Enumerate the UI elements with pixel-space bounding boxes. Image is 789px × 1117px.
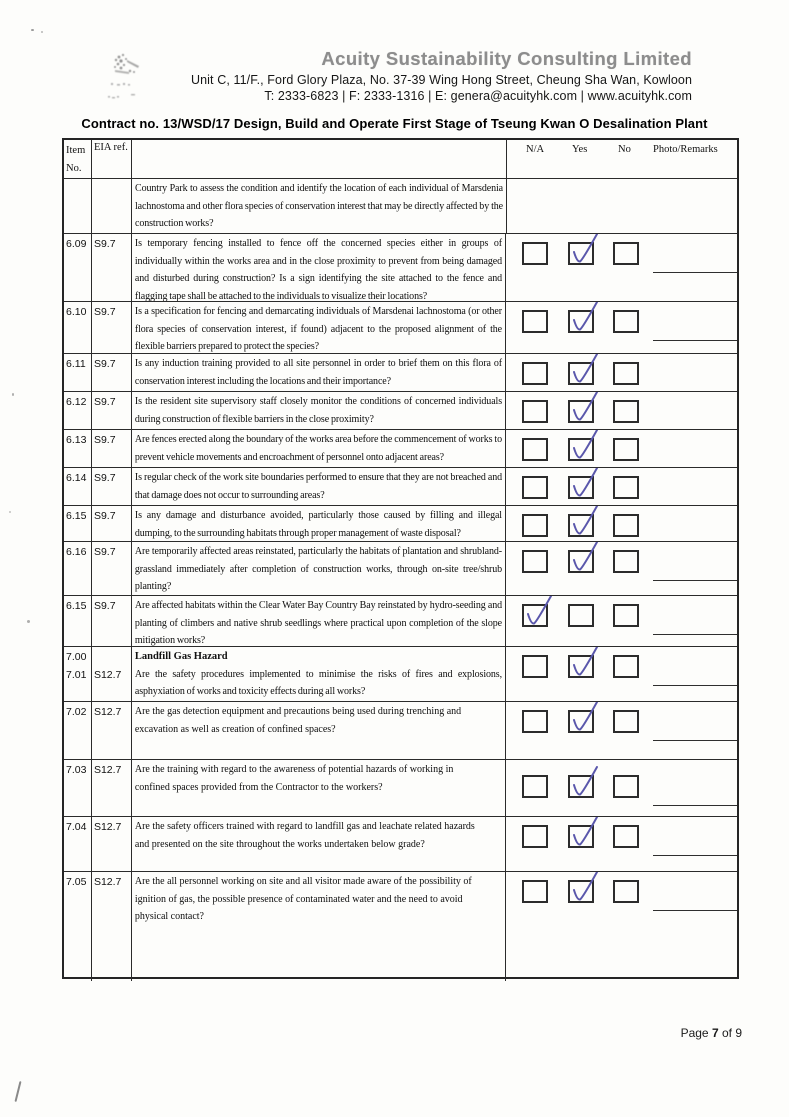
question-cell (132, 542, 506, 595)
question-cell (132, 760, 506, 816)
question-cell (132, 872, 506, 981)
scan-artifact-dot (9, 511, 11, 513)
eia-ref: S9.7 (93, 358, 116, 370)
checklist-table (62, 138, 739, 979)
contract-title: Contract no. 13/WSD/17 Design, Build and Operate First Stage of Tseung Kwan O Desalination Plant (81, 116, 708, 131)
checkbox-group (506, 702, 737, 759)
eia-ref: S9.7 (93, 434, 116, 446)
yes-checkbox[interactable] (568, 514, 594, 537)
page-number: Page 7 of 9 (680, 1026, 742, 1040)
item-no-cell (64, 392, 92, 429)
eia-ref-cell (92, 542, 132, 595)
table-row (64, 468, 737, 506)
remarks-line[interactable] (653, 242, 737, 273)
checkbox-group (506, 234, 737, 301)
eia-ref-cell (92, 234, 132, 301)
table-body (64, 179, 737, 981)
item-no-cell (64, 542, 92, 595)
item-no-cell (64, 760, 92, 816)
checkbox-group (506, 760, 737, 816)
eia-ref-cell (92, 392, 132, 429)
na-checkbox[interactable] (522, 400, 548, 423)
checkbox-group (506, 596, 737, 646)
checkbox-group (506, 392, 737, 429)
remarks-line[interactable] (653, 825, 737, 856)
eia-ref-cell (92, 354, 132, 391)
table-header-row (64, 140, 737, 179)
eia-ref: S12.7 (93, 876, 122, 888)
table-row (64, 506, 737, 542)
item-no: 7.02 (66, 706, 87, 718)
handwritten-tick-icon (521, 596, 554, 631)
remarks-line[interactable] (653, 310, 737, 341)
question-cell (132, 817, 506, 871)
section-heading: Landfill Gas Hazard (134, 651, 228, 662)
question-cell (132, 702, 506, 759)
question-cell (132, 506, 506, 541)
handwritten-tick-icon (567, 764, 600, 802)
eia-ref: S9.7 (93, 510, 116, 522)
handwritten-tick-icon (567, 506, 600, 541)
question-text: Are the safety officers trained with regard to landfill gas and leachate related hazards and presented on the site throughout the works undertaken below grade? (134, 821, 475, 850)
table-row (64, 430, 737, 468)
no-checkbox[interactable] (613, 438, 639, 461)
yes-checkbox[interactable] (568, 400, 594, 423)
handwritten-tick-icon (567, 647, 600, 682)
question-text: Are fences erected along the boundary of the works area before the commencement of works to prevent vehicle movements and encroachment of personnel onto adjacent areas? (134, 434, 502, 463)
table-row (64, 596, 737, 647)
eia-ref: S12.7 (93, 706, 122, 718)
question-text: Are temporarily affected areas reinstated, particularly the habitats of plantation and shrubland-grassland immediately after completion of construction works, through on-site tree/shrub planting? (134, 546, 502, 592)
eia-ref: S9.7 (93, 306, 116, 318)
question-text: Is any induction training provided to all site personnel in order to brief them on this flora of conservation interest including the locations and their importance? (134, 358, 502, 387)
na-checkbox[interactable] (522, 775, 548, 798)
checkbox-group (506, 302, 737, 353)
item-no-cell (64, 302, 92, 353)
handwritten-tick-icon (567, 872, 600, 907)
item-no: 7.03 (66, 764, 87, 776)
question-cell (132, 596, 506, 646)
checkbox-group (506, 872, 737, 981)
yes-checkbox[interactable] (568, 655, 594, 678)
yes-checkbox[interactable] (568, 310, 594, 333)
table-row (64, 542, 737, 596)
na-checkbox[interactable] (522, 310, 548, 333)
no-checkbox[interactable] (613, 825, 639, 848)
eia-ref: S12.7 (93, 821, 122, 833)
checkbox-group (506, 354, 737, 391)
yes-checkbox[interactable] (568, 880, 594, 903)
handwritten-tick-icon (567, 817, 600, 852)
yes-checkbox[interactable] (568, 775, 594, 798)
remarks-line[interactable] (653, 438, 737, 468)
remarks-line[interactable] (653, 710, 737, 741)
eia-ref-cell (92, 760, 132, 816)
na-checkbox[interactable] (522, 604, 548, 627)
scan-artifact-dot (12, 393, 14, 396)
no-checkbox[interactable] (613, 550, 639, 573)
na-checkbox[interactable] (522, 825, 548, 848)
na-checkbox[interactable] (522, 514, 548, 537)
handwritten-tick-icon (567, 702, 600, 737)
eia-ref: S9.7 (93, 546, 116, 558)
eia-ref: S9.7 (93, 600, 116, 612)
remarks-line[interactable] (653, 775, 737, 806)
question-cell (132, 234, 506, 301)
item-no-cell (64, 430, 92, 467)
yes-checkbox[interactable] (568, 604, 594, 627)
checkbox-group (506, 817, 737, 871)
yes-checkbox[interactable] (568, 242, 594, 265)
eia-ref-cell (92, 302, 132, 353)
checkbox-group (507, 179, 737, 233)
handwritten-tick-icon (567, 430, 600, 465)
item-no-cell (64, 596, 92, 646)
table-row (64, 179, 737, 234)
table-row (64, 647, 737, 702)
company-address: Unit C, 11/F., Ford Glory Plaza, No. 37-39 Wing Hong Street, Cheung Sha Wan, Kowloon (191, 73, 692, 87)
table-row (64, 872, 737, 981)
remarks-line[interactable] (653, 655, 737, 686)
table-row (64, 392, 737, 430)
item-no: 6.13 (66, 434, 87, 446)
na-checkbox[interactable] (522, 362, 548, 385)
item-no-2: 7.01 (66, 668, 87, 681)
handwritten-tick-icon (567, 392, 600, 427)
eia-ref-cell (92, 702, 132, 759)
na-checkbox[interactable] (522, 655, 548, 678)
na-checkbox[interactable] (522, 880, 548, 903)
item-no: 6.15 (66, 600, 87, 612)
company-name: Acuity Sustainability Consulting Limited (321, 48, 692, 69)
item-no: 7.05 (66, 876, 87, 888)
item-no-cell (64, 817, 92, 871)
remarks-line[interactable] (653, 362, 737, 392)
no-checkbox[interactable] (613, 514, 639, 537)
no-checkbox[interactable] (613, 710, 639, 733)
na-checkbox[interactable] (522, 242, 548, 265)
company-contact: T: 2333-6823 | F: 2333-1316 | E: genera@acuityhk.com | www.acuityhk.com (264, 89, 692, 103)
na-checkbox[interactable] (522, 476, 548, 499)
table-row (64, 760, 737, 817)
item-no-cell (64, 234, 92, 301)
handwritten-tick-icon (567, 234, 600, 269)
table-row (64, 702, 737, 760)
question-cell (132, 179, 507, 233)
letterhead (100, 48, 692, 103)
item-no-cell (64, 179, 92, 233)
question-text: Are the all personnel working on site and all visitor made aware of the possibility of ignition of gas, the possible presence of contaminated water and the need to avoid physical contact? (134, 876, 472, 922)
header-yes: Yes (572, 144, 588, 155)
remarks-line[interactable] (653, 476, 737, 506)
remarks-line[interactable] (653, 514, 737, 542)
question-text: Is regular check of the work site boundaries performed to ensure that they are not breached and that damage does not occur to surrounding areas? (134, 472, 502, 501)
question-cell (132, 647, 506, 701)
remarks-line[interactable] (653, 604, 737, 635)
question-text: Is the resident site supervisory staff closely monitor the conditions of concerned individuals during construction of flexible barriers in the close proximity? (134, 396, 502, 425)
item-no-cell (64, 702, 92, 759)
question-text: Are the safety procedures implemented to minimise the risks of fires and explosions, asphyxiation of works and toxicity effects during all works? (134, 668, 502, 697)
no-checkbox[interactable] (613, 242, 639, 265)
item-no-cell (64, 468, 92, 505)
header-photo-remarks: Photo/Remarks (653, 144, 718, 155)
eia-ref-cell (92, 179, 132, 233)
eia-ref-cell (92, 817, 132, 871)
question-cell (132, 468, 506, 505)
eia-ref-2: S12.7 (93, 669, 122, 681)
no-checkbox[interactable] (613, 880, 639, 903)
checkbox-group (506, 647, 737, 701)
scan-artifact-dot (31, 29, 34, 31)
no-checkbox[interactable] (613, 310, 639, 333)
yes-checkbox[interactable] (568, 550, 594, 573)
yes-checkbox[interactable] (568, 476, 594, 499)
header-na: N/A (526, 144, 545, 155)
yes-checkbox[interactable] (568, 438, 594, 461)
eia-ref: S9.7 (93, 238, 116, 250)
eia-ref-cell (92, 468, 132, 505)
question-cell (132, 354, 506, 391)
no-checkbox[interactable] (613, 362, 639, 385)
checkbox-group (506, 506, 737, 541)
scan-artifact-slash (14, 1081, 21, 1102)
item-no: 6.16 (66, 546, 87, 558)
eia-ref: S9.7 (93, 472, 116, 484)
question-text: Is any damage and disturbance avoided, particularly those caused by filling and illegal dumping, to the surrounding habitats through proper management of waste disposal? (134, 510, 502, 539)
remarks-line[interactable] (653, 400, 737, 430)
item-no-cell (64, 354, 92, 391)
no-checkbox[interactable] (613, 400, 639, 423)
handwritten-tick-icon (567, 354, 600, 389)
item-no: 6.15 (66, 510, 87, 522)
no-checkbox[interactable] (613, 476, 639, 499)
question-text: Are the training with regard to the awareness of potential hazards of working in confined spaces provided from the Contractor to the workers? (134, 764, 454, 793)
item-no: 7.04 (66, 821, 87, 833)
checkbox-group (506, 542, 737, 595)
eia-ref: S12.7 (93, 764, 122, 776)
remarks-line[interactable] (653, 880, 737, 911)
header-question-column (132, 140, 507, 178)
header-eia-ref: EIA ref. (92, 140, 132, 178)
no-checkbox[interactable] (613, 775, 639, 798)
question-cell (132, 392, 506, 429)
handwritten-tick-icon (567, 542, 600, 577)
eia-ref-cell (92, 872, 132, 981)
eia-ref: S9.7 (93, 396, 116, 408)
eia-ref-cell (92, 430, 132, 467)
na-checkbox[interactable] (522, 710, 548, 733)
item-no-cell (64, 506, 92, 541)
na-checkbox[interactable] (522, 550, 548, 573)
item-no-cell (64, 872, 92, 981)
header-item-no: Item No. (64, 140, 92, 178)
handwritten-tick-icon (567, 468, 600, 503)
question-cell (132, 430, 506, 467)
yes-checkbox[interactable] (568, 362, 594, 385)
checkbox-group (506, 468, 737, 505)
no-checkbox[interactable] (613, 655, 639, 678)
na-checkbox[interactable] (522, 438, 548, 461)
question-text: Are the gas detection equipment and precautions being used during trenching and excavation as well as creation of confined spaces? (134, 706, 462, 735)
item-no: 6.09 (66, 238, 87, 250)
yes-checkbox[interactable] (568, 825, 594, 848)
handwritten-tick-icon (567, 302, 600, 337)
eia-ref-cell (92, 596, 132, 646)
question-text: Are affected habitats within the Clear Water Bay Country Bay reinstated by hydro-seeding and planting of climbers and native shrub seedlings where practical upon completion of the slope mitigation works? (134, 600, 502, 646)
item-no: 6.11 (66, 358, 86, 370)
table-row (64, 354, 737, 392)
eia-ref-cell (92, 506, 132, 541)
item-no: 6.12 (66, 396, 87, 408)
question-text: Is temporary fencing installed to fence off the concerned species either in groups of individually within the works area and in the close proximity to prevent from being damaged and disturbed during construction? Is a sign identifying the site attached to the fence and flagging tape shall be attached to the individuals to visualize their locations? (134, 238, 502, 301)
remarks-line[interactable] (653, 550, 737, 581)
eia-ref-cell (92, 647, 132, 701)
no-checkbox[interactable] (613, 604, 639, 627)
item-no-cell (64, 647, 92, 701)
table-row (64, 302, 737, 354)
table-row (64, 817, 737, 872)
question-text: Country Park to assess the condition and identify the location of each individual of Marsdenia lachnostoma and other flora species of conservation interest that may be directly affected by the construction works? (135, 183, 503, 229)
header-answer-columns (507, 140, 737, 178)
scan-artifact-dot (27, 620, 30, 623)
header-no: No (618, 144, 631, 155)
item-no: 7.00 (66, 651, 87, 663)
yes-checkbox[interactable] (568, 710, 594, 733)
question-cell (132, 302, 506, 353)
item-no: 6.10 (66, 306, 87, 318)
item-no: 6.14 (66, 472, 87, 484)
checkbox-group (506, 430, 737, 467)
scan-artifact-dot (41, 31, 43, 33)
question-text: Is a specification for fencing and demarcating individuals of Marsdenai lachnostoma (or other flora species of conservation interest, if found) adjacent to the proposed alignment of the flexible barriers prepared to protect the species? (134, 306, 502, 352)
table-row (64, 234, 737, 302)
